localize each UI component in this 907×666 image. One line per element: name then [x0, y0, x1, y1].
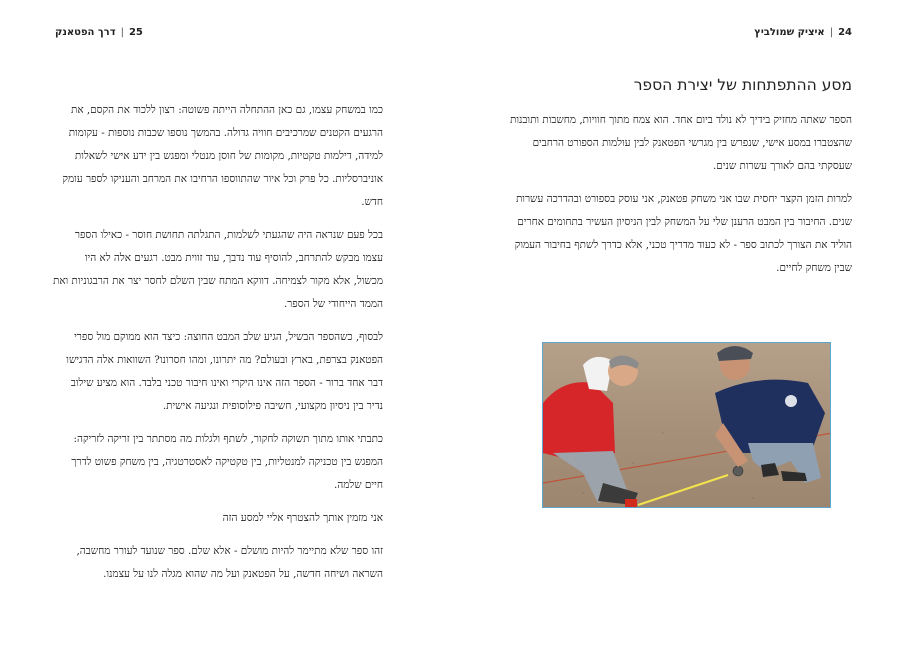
left-page-header	[55, 27, 143, 38]
player-red-shirt	[543, 355, 639, 507]
paragraph: כתבתי אותו מתוך תשוקה לחקור, לשתף ולגלות מה מסתתר בין זריקה לזריקה: המפגש בין טכניקה למנטליות, בין טקטיקה לאסטרטגיה, בין משחק פשוט לדרך חיים שלמה.	[71, 433, 383, 491]
paragraph: לבסוף, כשהספר הבשיל, הגיע שלב המבט החוצה: כיצד הוא ממוקם מול ספרי הפטאנק בצרפת, בארץ ובעולם? מה יתרונו, ומהו חסרונו? השוואות אלה הדגישו דבר אחד ברור - הספר הזה אינו היקרי ואינו חיבור טכני בלבד. הוא מציע שילוב נדיר בין ניסיון מקצועי, חשיבה פילוסופית ונגיעה אישית.	[66, 331, 383, 412]
measuring-tape	[638, 475, 728, 505]
right-page-number: 24	[838, 27, 852, 38]
paragraph: הספר שאתה מחזיק בידיך לא נולד ביום אחד. הוא צמח מתוך חוויות, מחשבות ותובנות שהצטברו במסע אישי, שנפרש בין מגרשי הפטאנק לבין עולמות הספורט הרחבים שעסקתי בהם לאורך עשרות שנים.	[510, 114, 852, 172]
right-page-body	[507, 74, 852, 290]
header-separator: |	[120, 27, 124, 38]
paragraph: בכל פעם שנראה היה שהגעתי לשלמות, התגלתה תחושת חוסר - כאילו הספר עצמו מבקש להתרחב, להוסיף עוד נדבך, עוד זווית מבט. רגעים אלה לא היו מכשול, אלא מקור לצמיחה. דווקא המתח שבין השלם לחסר יצר את הרבגוניות ואת הממד הייחודי של הספר.	[52, 229, 383, 310]
player-navy-shirt	[715, 346, 825, 483]
header-separator: |	[829, 27, 834, 38]
paragraph: זהו ספר שלא מתיימר להיות מושלם - אלא שלם. ספר שנועד לעורר מחשבה, השראה ושיחה חדשה, על הפטאנק ועל מה שהוא מגלה לנו על עצמנו.	[76, 545, 383, 580]
right-running-title: איציק שמולביץ	[754, 27, 825, 38]
left-running-title: דרך הפטאנק	[55, 27, 116, 38]
photo-illustration	[543, 343, 831, 508]
petanque-photo	[542, 342, 831, 508]
right-page-header	[754, 27, 852, 38]
paragraph: אני מזמין אותך להצטרף אליי למסע הזה	[222, 512, 383, 524]
chapter-title: מסע ההתפתחות של יצירת הספר	[633, 76, 852, 94]
left-page-number: 25	[128, 27, 143, 38]
left-page-body	[53, 99, 383, 596]
paragraph: כמו במשחק עצמו, גם כאן ההתחלה הייתה פשוטה: רצון ללכוד את הקסם, את הרגעים הקטנים שמרכיבים חוויה גדולה. בהמשך נוספו שכבות נוספות - עקומות למידה, דילמות טקטיות, מקומות של חוסן מנטלי ומפגש בין ידע אישי לשאלות אוניברסליות. כל פרק וכל איור שהתווספו הרחיבו את המרחב והעניקו לספר עומק חדש.	[62, 104, 383, 208]
paragraph: למרות הזמן הקצר יחסית שבו אני משחק פטאנק, אני עוסק בספורט ובהדרכה עשרות שנים. החיבור בין המבט הרענן שלי על המשחק לבין הניסיון העשיר בתחומים אחרים הוליד את הצורך לכתוב ספר - לא כעוד מדריך טכני, אלא כדרך לשתף בחיבור העמוק שבין משחק לחיים.	[514, 193, 852, 274]
boule	[733, 466, 743, 476]
